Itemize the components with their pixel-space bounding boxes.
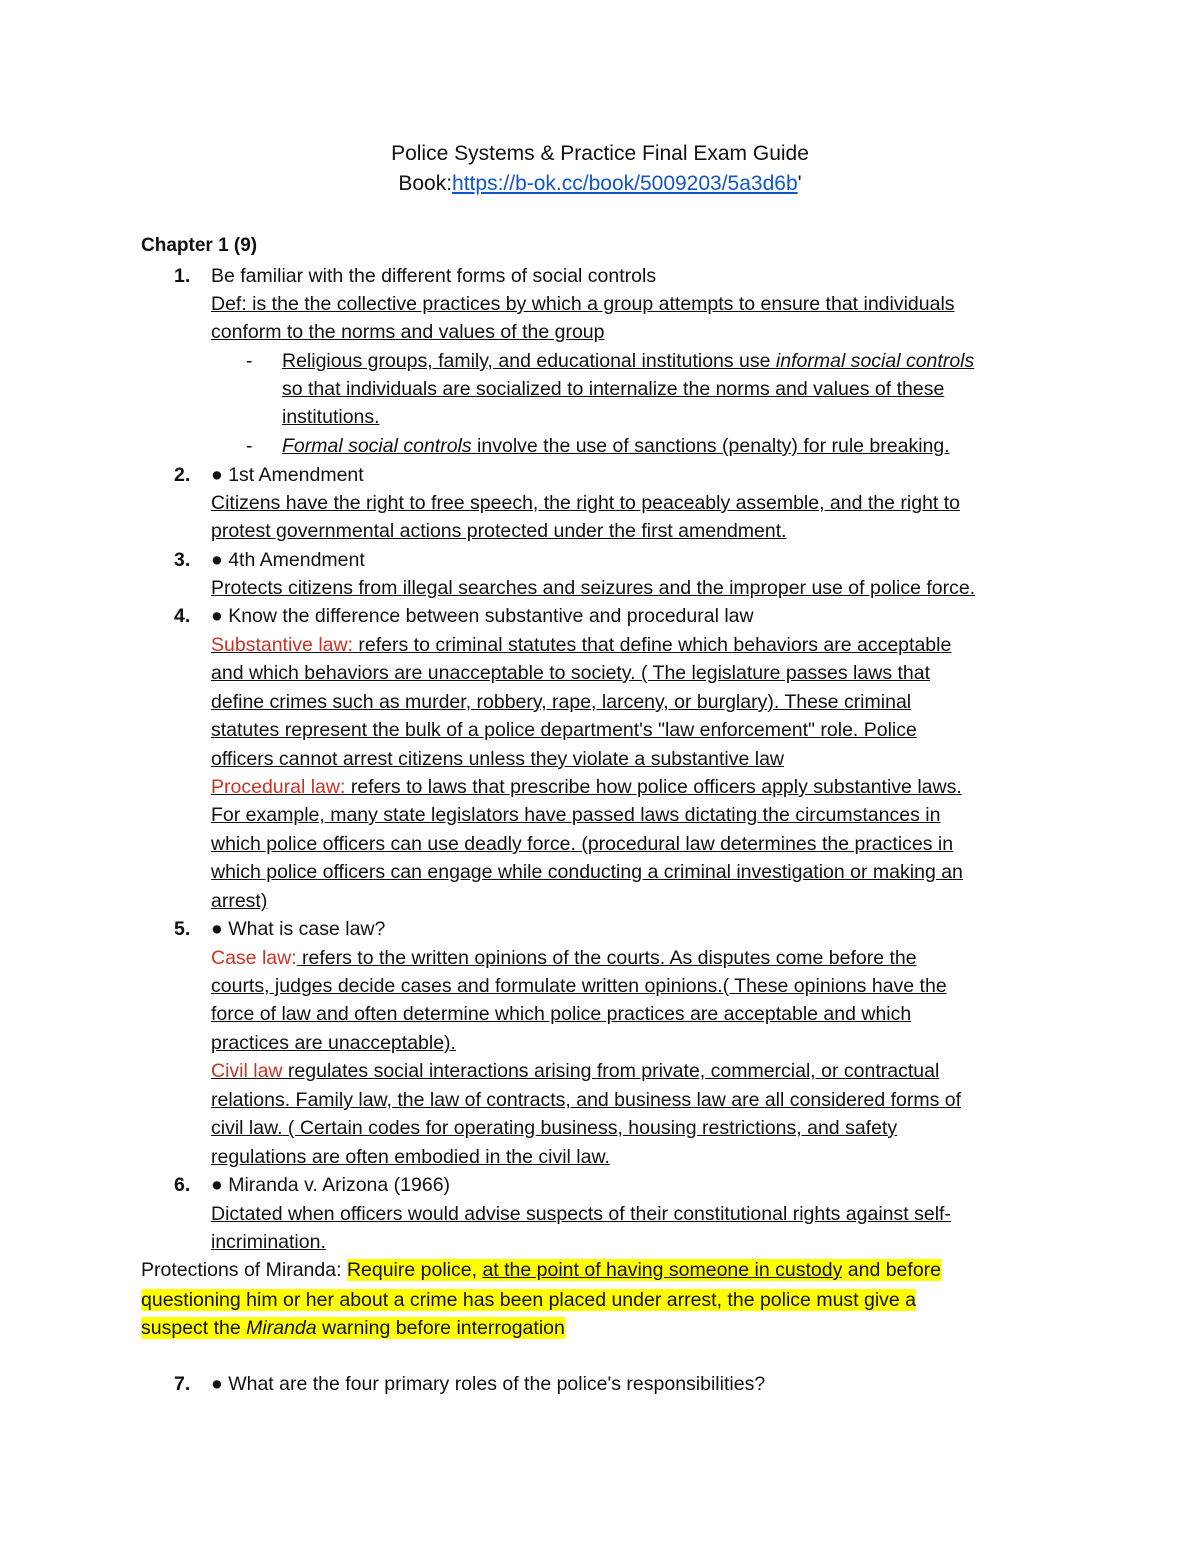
term-label: Substantive law:: [211, 634, 353, 656]
sub-point-line: so that individuals are socialized to internalize the norms and values of these: [282, 378, 945, 400]
protections-line: Protections of Miranda: Require police, at the point of having someone in custody and before: [141, 1259, 942, 1281]
sub-point-line: Formal social controls involve the use of sanctions (penalty) for rule breaking.: [282, 435, 950, 457]
answer-line: Case law: refers to the written opinions of the courts. As disputes come before the: [211, 947, 917, 969]
answer-line: arrest): [211, 890, 268, 912]
answer-line: Civil law regulates social interactions arising from private, commercial, or contractual: [211, 1060, 940, 1082]
item-heading: ● Know the difference between substantive and procedural law: [211, 605, 754, 627]
item-number: 1.: [174, 265, 191, 287]
answer-line: which police officers can use deadly force. (procedural law determines the practices in: [211, 833, 954, 855]
item-number: 7.: [174, 1373, 191, 1395]
item-number: 5.: [174, 918, 191, 940]
item-number: 2.: [174, 464, 191, 486]
protections-label: Protections of Miranda:: [141, 1259, 347, 1281]
answer-line: relations. Family law, the law of contracts, and business law are all considered forms of: [211, 1089, 962, 1111]
answer-line: Procedural law: refers to laws that prescribe how police officers apply substantive laws.: [211, 776, 962, 798]
answer-line: For example, many state legislators have passed laws dictating the circumstances in: [211, 804, 941, 826]
answer-line: civil law. ( Certain codes for operating business, housing restrictions, and safety: [211, 1117, 898, 1139]
answer-line: statutes represent the bulk of a police department's "law enforcement" role. Police: [211, 719, 917, 741]
definition-line: conform to the norms and values of the group: [211, 321, 605, 343]
chapter-heading: Chapter 1 (9): [141, 235, 258, 256]
answer-line: regulations are often embodied in the civil law.: [211, 1146, 610, 1168]
sub-point-line: institutions.: [282, 406, 380, 428]
answer-line: protest governmental actions protected under the first amendment.: [211, 520, 787, 542]
item-heading: Be familiar with the different forms of social controls: [211, 265, 657, 287]
term-label: Procedural law:: [211, 776, 346, 798]
answer-line: Dictated when officers would advise suspects of their constitutional rights against self-: [211, 1203, 951, 1225]
item-heading: ● 1st Amendment: [211, 464, 364, 486]
book-label: Book:: [398, 172, 453, 195]
definition-line: Def: is the the collective practices by which a group attempts to ensure that individuals: [211, 293, 955, 315]
dash-bullet: -: [246, 350, 253, 372]
answer-line: Substantive law: refers to criminal statutes that define which behaviors are acceptable: [211, 634, 952, 656]
book-line: [0, 172, 1200, 196]
answer-line: and which behaviors are unacceptable to society. ( The legislature passes laws that: [211, 662, 931, 684]
sub-point-line: Religious groups, family, and educational institutions use informal social controls: [282, 350, 975, 372]
term-label: Case law:: [211, 947, 297, 969]
book-suffix: ': [797, 172, 802, 195]
item-number: 6.: [174, 1174, 191, 1196]
dash-bullet: -: [246, 435, 253, 457]
answer-line: Protects citizens from illegal searches and seizures and the improper use of police force.: [211, 577, 976, 599]
term-label: Civil law: [211, 1060, 283, 1082]
answer-line: practices are unacceptable).: [211, 1032, 456, 1054]
answer-line: officers cannot arrest citizens unless they violate a substantive law: [211, 748, 785, 770]
document-title: Police Systems & Practice Final Exam Guide: [391, 142, 809, 165]
item-number: 4.: [174, 605, 191, 627]
protections-line: questioning him or her about a crime has been placed under arrest, the police must give a: [141, 1289, 917, 1311]
answer-line: force of law and often determine which police practices are acceptable and which: [211, 1003, 912, 1025]
protections-line: suspect the Miranda warning before interrogation: [141, 1317, 565, 1339]
item-heading: ● Miranda v. Arizona (1966): [211, 1174, 451, 1196]
answer-line: define crimes such as murder, robbery, rape, larceny, or burglary). These criminal: [211, 691, 912, 713]
answer-line: which police officers can engage while conducting a criminal investigation or making an: [211, 861, 963, 883]
answer-line: Citizens have the right to free speech, the right to peaceably assemble, and the right to: [211, 492, 961, 514]
answer-line: courts, judges decide cases and formulate written opinions.( These opinions have the: [211, 975, 947, 997]
item-heading: ● What are the four primary roles of the police's responsibilities?: [211, 1373, 766, 1395]
answer-line: incrimination.: [211, 1231, 326, 1253]
item-number: 3.: [174, 549, 191, 571]
book-link[interactable]: https://b-ok.cc/book/5009203/5a3d6b: [452, 172, 798, 195]
item-heading: ● What is case law?: [211, 918, 386, 940]
item-heading: ● 4th Amendment: [211, 549, 365, 571]
